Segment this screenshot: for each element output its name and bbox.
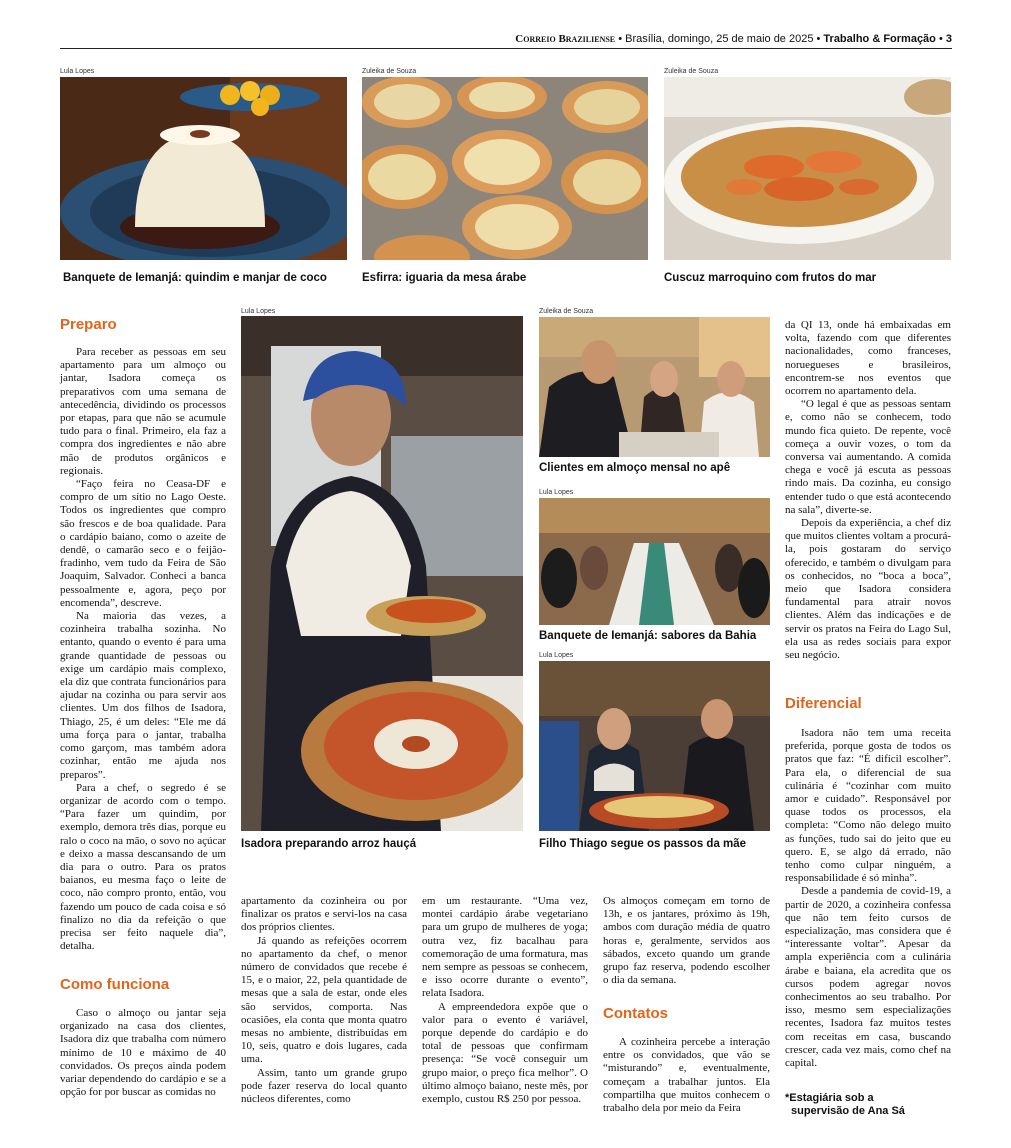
paragraph: Já quando as refeições ocorrem no apartamento da chef, o menor número de convidados que recebe é 15, e o maior, 22, pela quantidade de mesas que a sala de estar, onde eles são servidos, comporta. Nas ocasiões, ela conta que monta quatro mesas no ambiente, distribuídas em 10, seis, quatro e dois lugares, cada uma. xyxy=(241,934,407,1066)
paragraph: A empreendedora expõe que o valor para o evento é variável, porque depende do cardápio e do total de pessoas que confirmam presença: “Se você conseguir um grupo maior, o preço fica melhor”. O último almoço baiano, neste mês, por exemplo, custou R$ 250 por pessoa. xyxy=(422,1000,588,1106)
quindim-photo xyxy=(60,77,347,260)
article-column-3 xyxy=(422,895,588,1106)
footnote-mark: * xyxy=(785,1092,790,1104)
photo-credit: Lula Lopes xyxy=(539,652,574,659)
photo-credit: Lula Lopes xyxy=(60,68,95,75)
photo-caption: Filho Thiago segue os passos da mãe xyxy=(539,838,747,850)
isadora-photo xyxy=(241,316,523,831)
photo-caption: Banquete de Iemanjá: quindim e manjar de coco xyxy=(63,272,327,284)
paragraph: “O legal é que as pessoas sentam e, como não se conhecem, todo mundo fica quieto. De repente, você começa a ouvir vozes, o tom da conversa vai aumentando. A comida chega e você já escuta as pessoas rindo mais. Da cozinha, eu consigo entender tudo o que está acontecendo na sala”, diverte-se. xyxy=(785,398,951,516)
photo-credit: Lula Lopes xyxy=(241,308,276,315)
footnote-line: Estagiária sob a xyxy=(789,1092,874,1104)
paragraph: Depois da experiência, a chef diz que muitos clientes voltam a procurá-la, pois gostaram do serviço oferecido, e também o divulgam para os conhecidos, no “boca a boca”, meio que Isadora considera fundamental para atrair novos clientes. Além das indicações e de servir os pratos na Feira do Lago Sul, ela usa as redes sociais para expor seu negócio. xyxy=(785,517,951,662)
footnote-line: supervisão de Ana Sá xyxy=(791,1105,905,1117)
photo-credit: Zuleika de Souza xyxy=(539,308,594,315)
cuscuz-photo xyxy=(664,77,951,260)
article-column-5 xyxy=(785,319,951,662)
banquete-photo xyxy=(539,498,770,625)
photo-credit: Zuleika de Souza xyxy=(362,68,417,75)
paragraph: Caso o almoço ou jantar seja organizado na casa dos clientes, Isadora diz que trabalha com número mínimo de 10 e máximo de 40 convidados. Os preços ainda podem variar dependendo do cardápio e se a opção for por buscar as comidas no xyxy=(60,1007,226,1099)
paragraph: em um restaurante. “Uma vez, montei cardápio árabe vegetariano para um grupo de mulheres de yoga; outra vez, fiz bacalhau para comemoração de uma formatura, mas nem sempre as pessoas se conhecem, e isso ocorre durante o evento”, relata Isadora. xyxy=(422,895,588,1000)
photo-caption: Cuscuz marroquino com frutos do mar xyxy=(664,272,877,284)
page-header xyxy=(60,30,952,49)
paragraph: Para receber as pessoas em seu apartamento para um almoço ou jantar, Isadora começa os preparativos com uma semana de antecedência, dividindo os processos por etapas, para que não se acumule tudo para o final. Primeiro, ela faz a compra dos ingredientes e não abre mão de produtos orgânicos e regionais. xyxy=(60,346,226,477)
paragraph: Isadora não tem uma receita preferida, porque gosta de todos os pratos que faz: “É difícil escolher”. Para ela, o diferencial de sua culinária é “cozinhar com muito amor e cuidado”. Responsável por quase todos os processos, ela completa: “Como não delego muito as funções, tudo sai do jeito que eu quero. E, se algo dá errado, não tenho como culpar ninguém, a responsabilidade é só minha”. xyxy=(785,727,951,885)
thiago-photo xyxy=(539,661,770,831)
paragraph: A cozinheira percebe a interação entre os convidados, que vão se “misturando” e, eventualmente, começam a trabalhar juntos. Ela compartilha que muitos conhecem o trabalho dela por meio da Feira xyxy=(603,1036,770,1115)
article-column-2 xyxy=(241,895,407,1106)
photo-caption: Esfirra: iguaria da mesa árabe xyxy=(362,272,527,284)
paragraph: Os almoços começam em torno de 13h, e os jantares, próximo às 19h, ambos com duração média de quatro horas e, geralmente, servidos aos sábados, exceto quando um grande grupo faz reserva, podendo escolher o dia da semana. xyxy=(603,895,770,987)
header-separator: • xyxy=(813,33,824,45)
paragraph: “Faço feira no Ceasa-DF e compro de um sítio no Lago Oeste. Todos os ingredientes que compro são frescos e de boa qualidade. Para o cardápio baiano, como o azeite de dendê, o camarão seco e o feijão-fradinho, vem tudo da Feira de São Joaquim, Salvador. Conheci a banca pessoalmente e, agora, peço por encomenda”, descreve. xyxy=(60,478,226,609)
photo-caption: Isadora preparando arroz hauçá xyxy=(241,838,417,850)
article-column-1 xyxy=(60,346,226,953)
paragraph: Para a chef, o segredo é se organizar de acordo com o tempo. “Para fazer um quindim, por exemplo, demora três dias, porque eu ralo o coco na mão, o sovo no açúcar e deixo a massa descansando de um dia para o outro. Para os pratos baianos, eu mesma faço o leite de coco, não compro pronto, então, vou fazendo um pouco de cada coisa e só finalizo no dia da refeição o que precisa ser feito naquele dia”, detalha. xyxy=(60,781,226,953)
section-heading-diferencial: Diferencial xyxy=(785,695,862,712)
header-separator: • xyxy=(935,33,946,45)
section-heading-como-funciona: Como funciona xyxy=(60,976,170,993)
author-footnote xyxy=(785,1092,951,1118)
article-column-1-continued xyxy=(60,1007,226,1099)
photo-credit: Lula Lopes xyxy=(539,489,574,496)
esfirra-photo xyxy=(362,77,648,260)
paragraph: Desde a pandemia de covid-19, a partir de 2020, a cozinheira confessa que não tem feito cursos de especialização, mas considera que é “interessante voltar”. Apesar da ampla experiência com a culinária árabe e baiana, ela acredita que os cursos podem agregar novos conhecimentos ao seu trabalho. Por isso, mesmo sem especializações recentes, Isadora faz muitos testes com receitas em casa, buscando crescer, cada vez mais, como chef na capital. xyxy=(785,885,951,1070)
clientes-photo xyxy=(539,317,770,457)
paragraph: apartamento da cozinheira ou por finalizar os pratos e servi-los na casa dos próprios clientes. xyxy=(241,895,407,934)
section-heading-preparo: Preparo xyxy=(60,316,117,333)
newspaper-name: Correio Braziliense xyxy=(515,33,616,45)
section-name: Trabalho & Formação xyxy=(823,33,936,45)
paragraph: da QI 13, onde há embaixadas em volta, fazendo com que diferentes nacionalidades, como franceses, noruegueses e brasileiros, encontrem-se nos eventos que ocorrem no apartamento dela. xyxy=(785,319,951,398)
dateline: Brasília, domingo, 25 de maio de 2025 xyxy=(625,33,814,45)
photo-credit: Zuleika de Souza xyxy=(664,68,719,75)
section-heading-contatos: Contatos xyxy=(603,1005,668,1022)
paragraph: Na maioria das vezes, a cozinheira trabalha sozinha. No entanto, quando o evento é para uma grande quantidade de pessoas ou exige um cardápio mais complexo, ela diz que contrata funcionários para ajudar na cozinha ou para servir aos clientes. Um dos filhos de Isadora, Thiago, 25, é um deles: “Ele me dá uma força para o jantar, trabalha como garçom, mas também adora cozinhar, então me ajuda nos preparos”. xyxy=(60,610,226,781)
header-separator: • xyxy=(615,33,626,45)
article-column-5-continued xyxy=(785,727,951,1070)
paragraph: Assim, tanto um grande grupo pode fazer reserva do local quanto núcleos diferentes, como xyxy=(241,1066,407,1106)
photo-caption: Clientes em almoço mensal no apê xyxy=(539,462,731,474)
photo-caption: Banquete de Iemanjá: sabores da Bahia xyxy=(539,630,757,642)
article-column-4 xyxy=(603,895,770,987)
article-column-4-continued xyxy=(603,1036,770,1115)
page-number: 3 xyxy=(945,33,952,45)
